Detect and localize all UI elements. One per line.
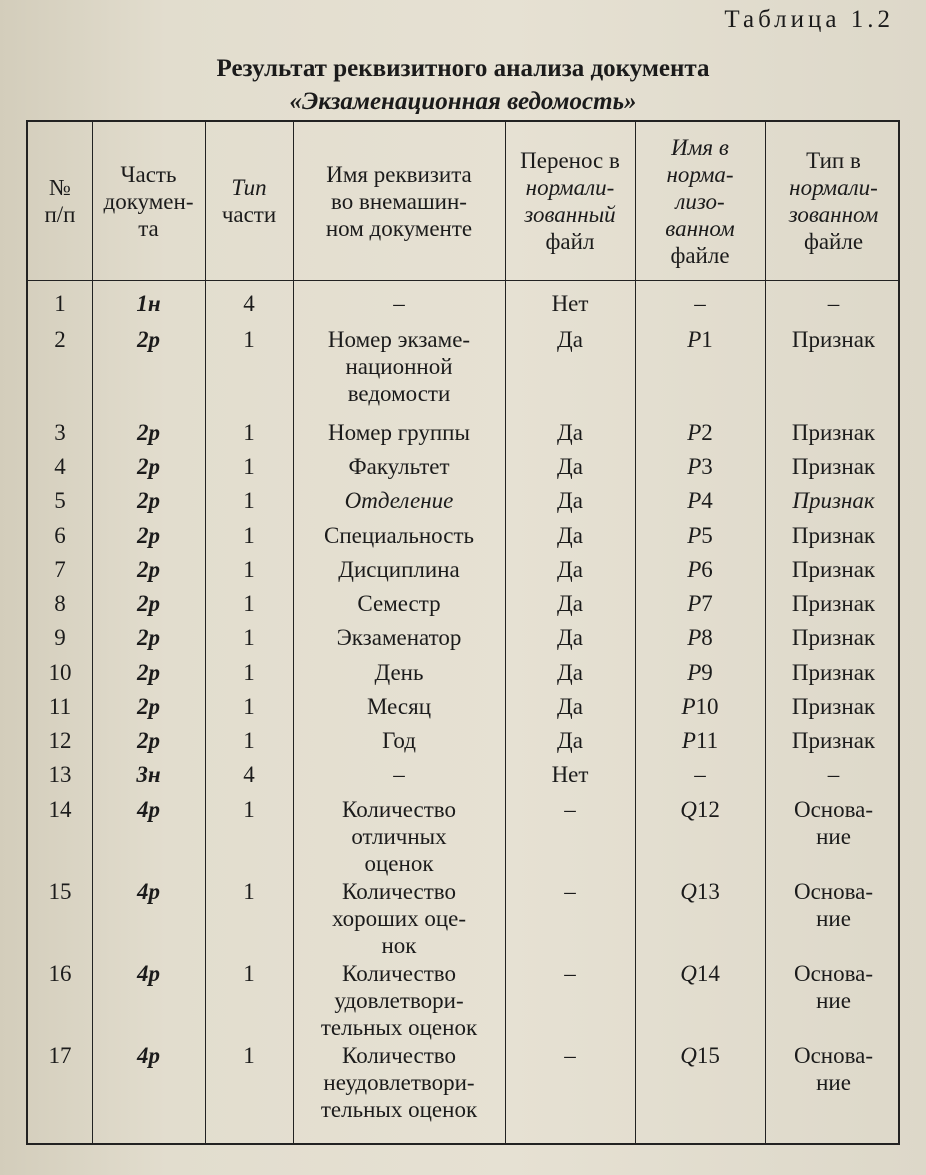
requisite-name-line: неудовлетвори- [323, 1070, 475, 1095]
normalized-name-code: 3 [701, 454, 713, 479]
normalized-name [635, 693, 765, 720]
document-part: 2р [137, 625, 160, 650]
normalized-type-line: Признак [791, 327, 876, 352]
requisite-name [293, 556, 505, 583]
normalized-type [765, 693, 902, 720]
row-number: 15 [48, 879, 72, 904]
header-line: Часть [120, 161, 177, 187]
normalized-name-prefix: P [687, 327, 702, 352]
normalized-type [765, 326, 902, 353]
header-normtype [765, 122, 902, 280]
document-part: 2р [137, 488, 160, 513]
row-number: 13 [48, 762, 72, 787]
part-type: 1 [243, 625, 255, 650]
row-number: 14 [48, 797, 72, 822]
row-number: 2 [54, 327, 66, 352]
document-part: 2р [137, 557, 160, 582]
requisite-name-line: Отделение [344, 488, 454, 513]
normalized-name [635, 727, 765, 754]
normalized-type-line: Признак [791, 694, 876, 719]
header-line: Тип в [806, 148, 861, 173]
requisite-name-line: отличных [351, 824, 447, 849]
normalized-type-line: Основа- [793, 1043, 874, 1068]
requisite-name [293, 590, 505, 617]
transfer-flag: – [564, 879, 576, 904]
normalized-name-prefix: P [687, 591, 702, 616]
normalized-type [765, 659, 902, 686]
normalized-name [635, 522, 765, 549]
normalized-name-prefix: P [687, 488, 702, 513]
table-title-line-2: «Экзаменационная ведомость» [289, 88, 637, 115]
header-line: во внемашин- [331, 188, 467, 214]
header-line: Имя реквизита [326, 161, 472, 187]
requisite-name-line: ведомости [347, 381, 451, 406]
document-part: 1н [136, 291, 161, 316]
normalized-type-line: Признак [791, 625, 876, 650]
requisite-name-line: Семестр [357, 591, 441, 616]
header-line: Тип [231, 175, 267, 200]
normalized-type [765, 487, 902, 514]
normalized-name-code: 5 [701, 523, 713, 548]
normalized-type-line: Признак [792, 488, 875, 513]
document-part: 2р [137, 694, 160, 719]
transfer-flag: Да [557, 327, 583, 352]
header-line: п/п [44, 202, 76, 227]
transfer-flag: Да [557, 420, 583, 445]
document-part: 2р [137, 660, 160, 685]
normalized-name-prefix: P [687, 523, 702, 548]
header-line: ном документе [325, 215, 473, 241]
transfer-flag: – [564, 1043, 576, 1068]
document-part: 2р [137, 454, 160, 479]
part-type: 1 [243, 454, 255, 479]
normalized-name-prefix: P [687, 625, 702, 650]
header-num [28, 122, 92, 280]
header-line: нормали- [525, 175, 615, 200]
row-number: 17 [48, 1043, 72, 1068]
requisite-analysis-table [26, 120, 900, 1145]
requisite-name [293, 659, 505, 686]
document-part: 4р [137, 961, 160, 986]
part-type: 1 [243, 488, 255, 513]
requisite-name-line: Экзаменатор [336, 625, 462, 650]
normalized-name [635, 624, 765, 651]
row-number: 5 [54, 488, 66, 513]
normalized-type [765, 590, 902, 617]
normalized-type [765, 522, 902, 549]
normalized-name [635, 419, 765, 446]
requisite-name-line: удовлетвори- [334, 988, 464, 1013]
normalized-type-line: ние [816, 988, 851, 1013]
normalized-name-code: 7 [701, 591, 713, 616]
normalized-name [635, 878, 765, 905]
header-line: файле [670, 242, 730, 268]
normalized-name-prefix: P [687, 557, 702, 582]
requisite-name-line: тельных оценок [320, 1015, 478, 1040]
normalized-type-line: Основа- [793, 797, 874, 822]
transfer-flag: Да [557, 728, 583, 753]
transfer-flag: – [564, 797, 576, 822]
header-name [293, 122, 505, 280]
row-number: 1 [54, 291, 66, 316]
header-line: нормали- [789, 175, 878, 200]
requisite-name [293, 796, 505, 877]
document-part: 4р [137, 1043, 160, 1068]
requisite-name-line: Количество [342, 1043, 456, 1068]
normalized-type-line: – [827, 762, 840, 787]
normalized-type-line: Основа- [793, 961, 874, 986]
transfer-flag: Да [557, 660, 583, 685]
requisite-name-line: Количество [342, 879, 456, 904]
row-number: 12 [48, 728, 72, 753]
header-line: № [49, 175, 71, 200]
part-type: 1 [243, 591, 255, 616]
normalized-name-code: 11 [695, 728, 719, 753]
header-line: Перенос в [520, 148, 620, 173]
requisite-name [293, 419, 505, 446]
requisite-name [293, 693, 505, 720]
requisite-name [293, 326, 505, 407]
normalized-name [635, 290, 765, 317]
requisite-name-line: оценок [364, 851, 434, 876]
normalized-name [635, 796, 765, 823]
header-normname [635, 122, 765, 280]
normalized-type [765, 556, 902, 583]
table-label: Таблица 1.2 [724, 6, 894, 33]
normalized-name-code: 1 [701, 327, 713, 352]
part-type: 4 [243, 291, 255, 316]
header-transfer [505, 122, 635, 280]
row-number: 8 [54, 591, 66, 616]
requisite-name [293, 487, 505, 514]
normalized-type [765, 419, 902, 446]
header-part [92, 122, 205, 280]
normalized-type [765, 1042, 902, 1096]
normalized-type [765, 290, 902, 317]
requisite-name-line: – [393, 762, 405, 787]
normalized-name-code: 12 [696, 797, 720, 822]
transfer-flag: Нет [551, 291, 589, 316]
requisite-name [293, 878, 505, 959]
normalized-name [635, 761, 765, 788]
normalized-name-code: 15 [696, 1043, 720, 1068]
document-part: 2р [137, 591, 160, 616]
normalized-name [635, 960, 765, 987]
part-type: 1 [243, 879, 255, 904]
row-number: 16 [48, 961, 72, 986]
transfer-flag: Да [557, 591, 583, 616]
part-type: 1 [243, 797, 255, 822]
header-line: докумен- [103, 188, 194, 214]
normalized-name [635, 1042, 765, 1069]
requisite-name-line: Год [382, 728, 416, 753]
requisite-name-line: Специальность [324, 523, 474, 548]
normalized-type-line: Признак [791, 557, 876, 582]
requisite-name [293, 624, 505, 651]
transfer-flag: – [564, 961, 576, 986]
transfer-flag: Да [557, 488, 583, 513]
normalized-type [765, 624, 902, 651]
part-type: 1 [243, 327, 255, 352]
header-line: Имя в [671, 134, 729, 160]
normalized-name-prefix: Q [680, 879, 697, 904]
requisite-name-line: Дисциплина [338, 557, 460, 582]
row-number: 10 [48, 660, 72, 685]
requisite-name-line: национной [345, 354, 453, 379]
requisite-name-line: – [393, 291, 405, 316]
document-part: 2р [137, 327, 160, 352]
normalized-type [765, 878, 902, 932]
part-type: 1 [243, 660, 255, 685]
document-part: 2р [137, 523, 160, 548]
header-line: лизо- [675, 188, 725, 214]
transfer-flag: Да [557, 694, 583, 719]
normalized-name-prefix: P [687, 420, 702, 445]
normalized-name-code: 4 [701, 488, 713, 513]
part-type: 1 [243, 557, 255, 582]
header-line: ванном [665, 215, 735, 241]
normalized-name [635, 453, 765, 480]
transfer-flag: Да [557, 557, 583, 582]
document-part: 4р [137, 797, 160, 822]
requisite-name-line: День [374, 660, 424, 685]
part-type: 1 [243, 1043, 255, 1068]
normalized-name-prefix: P [687, 660, 702, 685]
normalized-type-line: Признак [791, 454, 876, 479]
table-title-line-1: Результат реквизитного анализа документа [216, 55, 710, 82]
normalized-name-code: – [694, 762, 706, 787]
requisite-name-line: Количество [342, 961, 456, 986]
normalized-name-code: – [694, 291, 706, 316]
requisite-name [293, 1042, 505, 1123]
document-part: 3н [136, 762, 161, 787]
requisite-name-line: Номер экзаме- [327, 327, 471, 352]
requisite-name [293, 761, 505, 788]
normalized-name-code: 6 [701, 557, 713, 582]
requisite-name [293, 960, 505, 1041]
transfer-flag: Да [557, 454, 583, 479]
normalized-type-line: Признак [791, 728, 876, 753]
normalized-name [635, 326, 765, 353]
normalized-name [635, 556, 765, 583]
header-line: та [138, 215, 159, 241]
normalized-name-prefix: P [681, 694, 696, 719]
row-number: 6 [54, 523, 66, 548]
header-line: файле [803, 229, 864, 254]
normalized-type-line: ние [816, 1070, 851, 1095]
normalized-name-prefix: Q [680, 1043, 697, 1068]
normalized-type [765, 796, 902, 850]
row-number: 9 [54, 625, 66, 650]
normalized-type [765, 960, 902, 1014]
normalized-name [635, 590, 765, 617]
requisite-name [293, 727, 505, 754]
normalized-name-prefix: Q [680, 961, 697, 986]
part-type: 1 [243, 694, 255, 719]
normalized-type-line: ние [816, 906, 851, 931]
requisite-name-line: Месяц [366, 694, 432, 719]
requisite-name-line: Количество [342, 797, 456, 822]
requisite-name-line: тельных оценок [320, 1097, 478, 1122]
normalized-name [635, 487, 765, 514]
header-line: зованном [788, 202, 879, 227]
document-part: 2р [137, 420, 160, 445]
normalized-name-code: 2 [701, 420, 713, 445]
normalized-type-line: Признак [791, 420, 876, 445]
normalized-name-prefix: Q [680, 797, 697, 822]
header-ptype [205, 122, 293, 280]
normalized-name-code: 9 [701, 660, 713, 685]
transfer-flag: Да [557, 523, 583, 548]
header-line: норма- [666, 161, 734, 187]
requisite-name-line: нок [381, 933, 417, 958]
transfer-flag: Нет [551, 762, 589, 787]
row-number: 4 [54, 454, 66, 479]
document-part: 4р [137, 879, 160, 904]
requisite-name-line: Факультет [348, 454, 450, 479]
part-type: 1 [243, 523, 255, 548]
requisite-name-line: хороших оце- [331, 906, 467, 931]
normalized-type [765, 761, 902, 788]
row-number: 7 [54, 557, 66, 582]
row-number: 3 [54, 420, 66, 445]
normalized-type-line: Основа- [793, 879, 874, 904]
part-type: 1 [243, 728, 255, 753]
transfer-flag: Да [557, 625, 583, 650]
normalized-name-code: 8 [701, 625, 713, 650]
part-type: 1 [243, 961, 255, 986]
normalized-type-line: ние [816, 824, 851, 849]
normalized-name-code: 13 [696, 879, 720, 904]
normalized-name-code: 14 [696, 961, 720, 986]
requisite-name [293, 290, 505, 317]
requisite-name [293, 522, 505, 549]
header-line: файл [545, 229, 595, 254]
normalized-type-line: Признак [791, 660, 876, 685]
normalized-name-prefix: P [687, 454, 702, 479]
document-part: 2р [137, 728, 160, 753]
normalized-type-line: – [827, 291, 840, 316]
normalized-type [765, 727, 902, 754]
header-divider [28, 280, 898, 281]
normalized-type-line: Признак [791, 591, 876, 616]
requisite-name [293, 453, 505, 480]
header-line: части [221, 202, 277, 227]
normalized-name-code: 10 [695, 694, 719, 719]
row-number: 11 [48, 694, 72, 719]
header-line: зованный [524, 202, 616, 227]
normalized-name [635, 659, 765, 686]
normalized-type [765, 453, 902, 480]
requisite-name-line: Номер группы [328, 420, 470, 445]
part-type: 1 [243, 420, 255, 445]
part-type: 4 [243, 762, 255, 787]
normalized-name-prefix: P [681, 728, 696, 753]
normalized-type-line: Признак [791, 523, 876, 548]
